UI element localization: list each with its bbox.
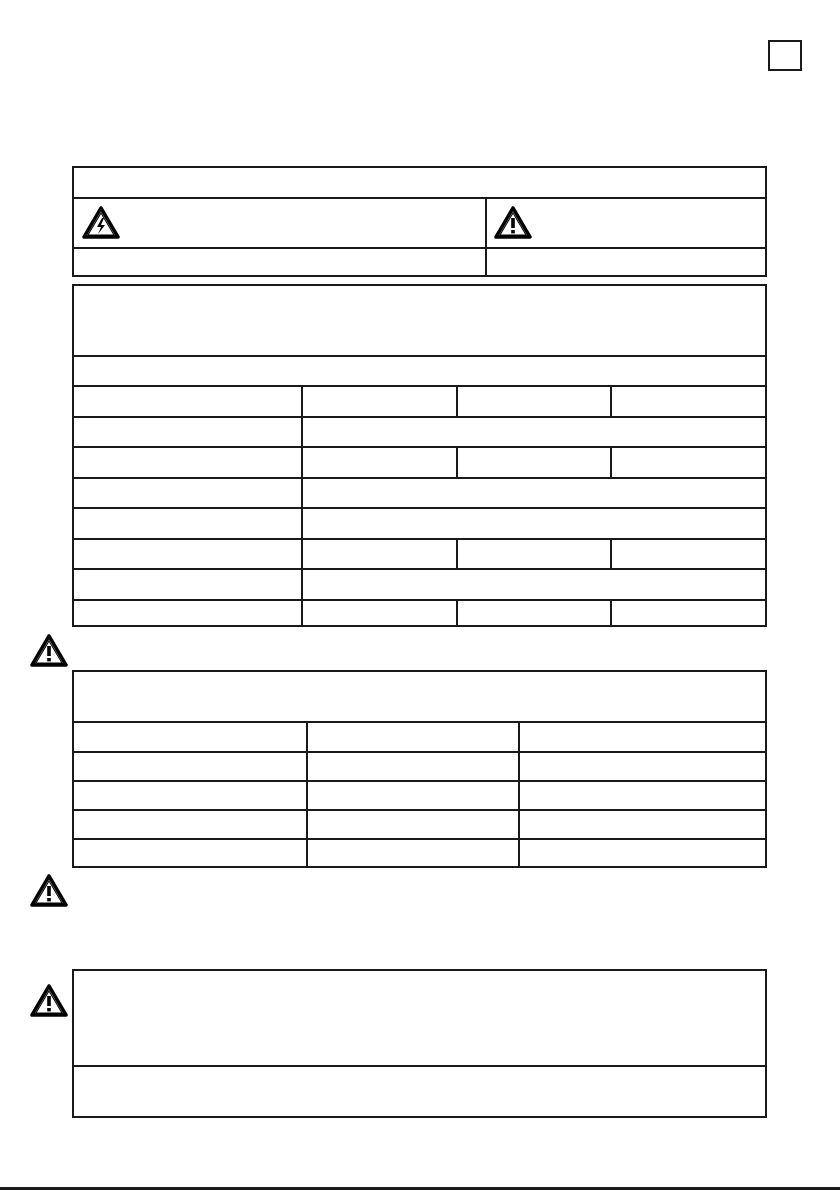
tolerance-table bbox=[72, 670, 767, 868]
safety-table bbox=[72, 166, 767, 277]
spec-table bbox=[72, 284, 767, 627]
bottom-rule bbox=[0, 1187, 840, 1190]
warning-triangle-icon bbox=[30, 874, 68, 907]
electric-hazard-icon bbox=[82, 206, 120, 239]
warning-triangle-icon bbox=[30, 984, 68, 1017]
note-box bbox=[72, 969, 767, 1118]
warning-triangle-icon bbox=[30, 634, 68, 667]
warning-triangle-icon bbox=[494, 206, 532, 239]
language-badge bbox=[768, 40, 802, 71]
